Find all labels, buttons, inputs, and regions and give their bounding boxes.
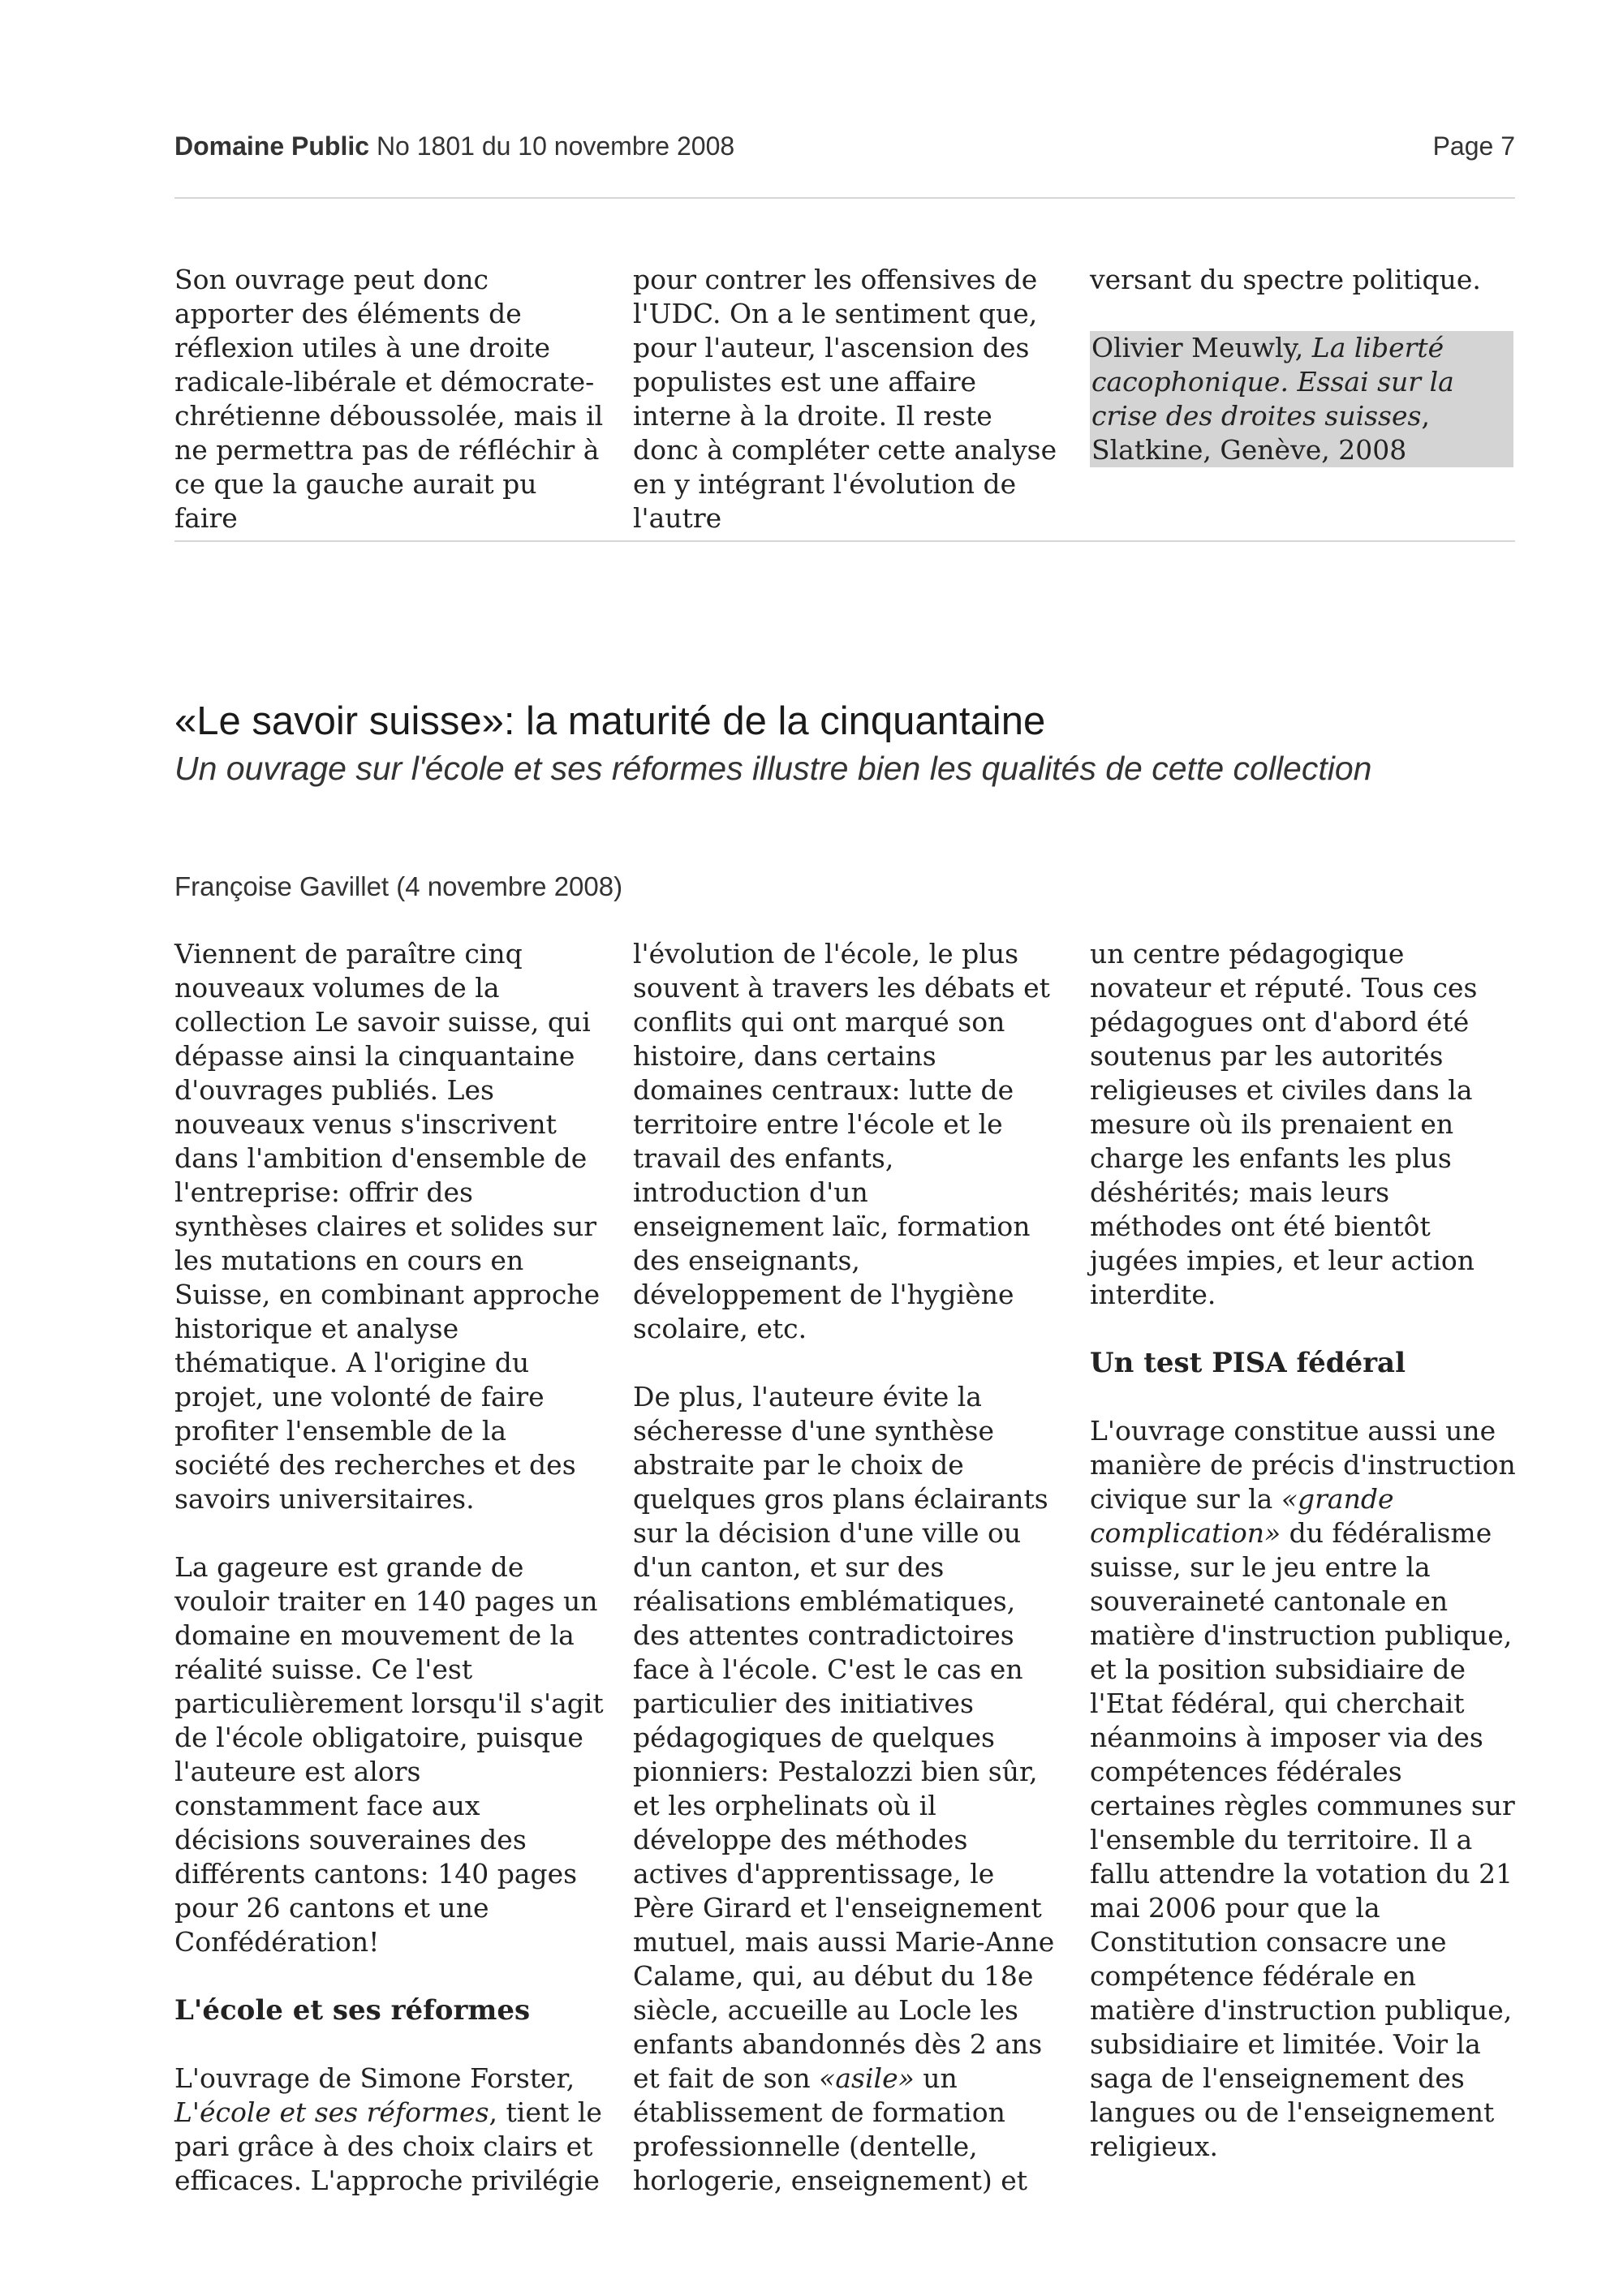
prev-article-column-2 (633, 263, 1063, 535)
citation-author: Olivier Meuwly, (1091, 332, 1312, 363)
quoted-term: «asile» (819, 2062, 915, 2094)
section-heading: L'école et ses réformes (174, 1994, 531, 2027)
prev-article-paragraph: Son ouvrage peut donc apporter des éléments de réflexion utiles à une droite radicale-libérale et démocrate-chrétienne déboussolée, mais il ne permettra pas de réfléchir à ce que la gauche aurait pu faire (174, 264, 604, 534)
prev-article-column-3 (1090, 263, 1520, 467)
article-column-3 (1090, 937, 1520, 2164)
article-paragraph: De plus, l'auteure évite la sécheresse d'une synthèse abstraite par le choix de quelques gros plans éclairants sur la décision d'une ville ou d'un canton, et sur des réalisations emblématiques, des attentes contradictoires face à l'école. C'est le cas en particulier des initiatives pédagogiques de quelques pionniers: Pestalozzi bien sûr, et les orphelinats où il développe des méthodes actives d'apprentissage, le Père Girard et l'enseignement mutuel, mais aussi Marie-Anne Calame, qui, au début du 18e siècle, accueille au Locle les enfants abandonnés dès 2 ans et fait de son «asile» un établissement de formation professionnelle (dentelle, horlogerie, enseignement) et (633, 1381, 1055, 2196)
header-divider (174, 197, 1515, 199)
citation-publisher: , Slatkine, Genève, 2008 (1091, 400, 1430, 466)
prev-article-paragraph: pour contrer les offensives de l'UDC. On a le sentiment que, pour l'auteur, l'ascension des populistes est une affaire interne à la droite. Il reste donc à compléter cette analyse en y intégrant l'évolution de l'autre (633, 264, 1057, 534)
page-number: Page 7 (1432, 131, 1515, 161)
article-subtitle: Un ouvrage sur l'école et ses réformes illustre bien les qualités de cette collection (174, 750, 1372, 787)
publication-name: Domaine Public (174, 131, 370, 161)
article-byline: Françoise Gavillet (4 novembre 2008) (174, 871, 623, 901)
article-column-2 (633, 937, 1063, 2198)
article-paragraph: La gageure est grande de vouloir traiter en 140 pages un domaine en mouvement de la réalité suisse. Ce l'est particulièrement lorsqu'il s'agit de l'école obligatoire, puisque l'auteure est alors constamment face aux décisions souveraines des différents cantons: 140 pages pour 26 cantons et une Confédération! (174, 1551, 604, 1958)
prev-article-column-1 (174, 263, 605, 535)
section-heading: Un test PISA fédéral (1090, 1347, 1406, 1379)
citation-title: La liberté cacophonique. Essai sur la crise des droites suisses (1091, 332, 1454, 432)
page-header (174, 131, 1515, 172)
article-paragraph: L'ouvrage de Simone Forster, L'école et ses réformes, tient le pari grâce à des choix clairs et efficaces. L'approche privilégie (174, 2062, 602, 2196)
quoted-term: «grande complication» (1090, 1483, 1394, 1549)
article-paragraph: L'ouvrage constitue aussi une manière de précis d'instruction civique sur la «grande complication» du fédéralisme suisse, sur le jeu entre la souveraineté cantonale en matière d'instruction publique, et la position subsidiaire de l'Etat fédéral, qui cherchait néanmoins à imposer via des compétences fédérales certaines règles communes sur l'ensemble du territoire. Il a fallu attendre la votation du 21 mai 2006 pour que la Constitution consacre une compétence fédérale en matière d'instruction publique, subsidiaire et limitée. Voir la saga de l'enseignement des langues ou de l'enseignement religieux. (1090, 1415, 1516, 2162)
issue-info: No 1801 du 10 novembre 2008 (376, 131, 735, 161)
section-divider (174, 540, 1515, 542)
article-paragraph: l'évolution de l'école, le plus souvent à travers les débats et conflits qui ont marqué son histoire, dans certains domaines centraux: lutte de territoire entre l'école et le travail des enfants, introduction d'un enseignement laïc, formation des enseignants, développement de l'hygiène scolaire, etc. (633, 938, 1050, 1344)
prev-article-paragraph: versant du spectre politique. (1090, 264, 1481, 295)
article-paragraph: un centre pédagogique novateur et réputé. Tous ces pédagogues ont d'abord été soutenus par les autorités religieuses et civiles dans la mesure où ils prenaient en charge les enfants les plus déshérités; mais leurs méthodes ont été bientôt jugées impies, et leur action interdite. (1090, 938, 1478, 1310)
citation-box (1090, 331, 1513, 467)
book-title: L'école et ses réformes (174, 2096, 489, 2128)
article-column-1 (174, 937, 605, 2198)
article-paragraph: Viennent de paraître cinq nouveaux volumes de la collection Le savoir suisse, qui dépasse ainsi la cinquantaine d'ouvrages publiés. Les nouveaux venus s'inscrivent dans l'ambition d'ensemble de l'entreprise: offrir des synthèses claires et solides sur les mutations en cours en Suisse, en combinant approche historique et analyse thématique. A l'origine du projet, une volonté de faire profiter l'ensemble de la société des recherches et des savoirs universitaires. (174, 938, 601, 1515)
article-title: «Le savoir suisse»: la maturité de la cinquantaine (174, 699, 1046, 743)
